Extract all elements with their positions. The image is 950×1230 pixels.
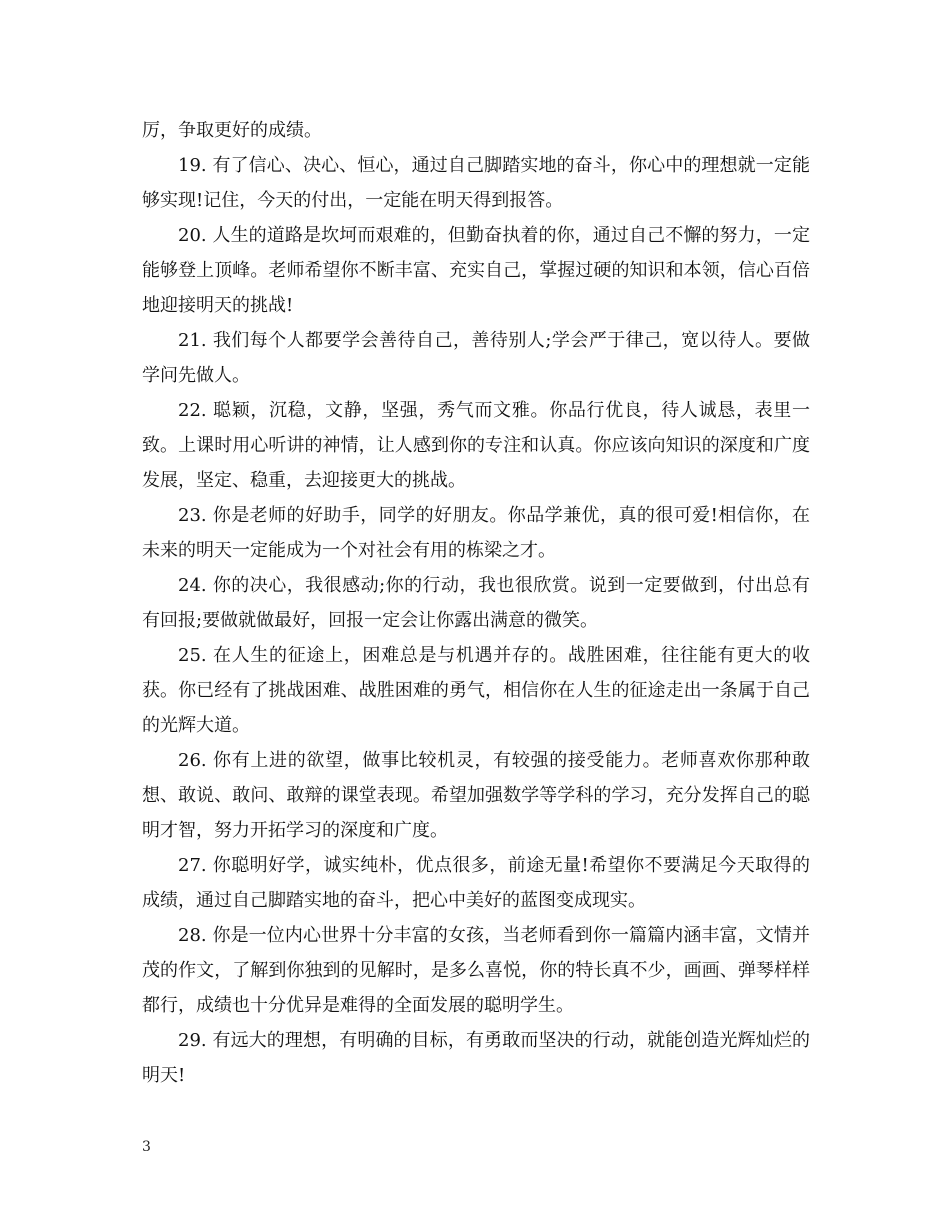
paragraph-25: 25. 在人生的征途上，困难总是与机遇并存的。战胜困难，往往能有更大的收获。你已经有了挑战困难、战胜困难的勇气，相信你在人生的征途走出一条属于自己的光辉大道。 [142, 645, 810, 736]
paragraph-28: 28. 你是一位内心世界十分丰富的女孩，当老师看到你一篇篇内涵丰富，文情并茂的作文，了解到你独到的见解时，是多么喜悦，你的特长真不少，画画、弹琴样样都行，成绩也十分优异是难得的全面发展的聪明学生。 [142, 925, 810, 1016]
paragraph-29: 29. 有远大的理想，有明确的目标，有勇敢而坚决的行动，就能创造光辉灿烂的明天! [142, 1030, 810, 1086]
paragraph-19: 19. 有了信心、决心、恒心，通过自己脚踏实地的奋斗，你心中的理想就一定能够实现!记住，今天的付出，一定能在明天得到报答。 [142, 155, 810, 211]
paragraph-24: 24. 你的决心，我很感动;你的行动，我也很欣赏。说到一定要做到，付出总有有回报;要做就做最好，回报一定会让你露出满意的微笑。 [142, 575, 810, 631]
paragraph-27: 27. 你聪明好学，诚实纯朴，优点很多，前途无量!希望你不要满足今天取得的成绩，通过自己脚踏实地的奋斗，把心中美好的蓝图变成现实。 [142, 855, 810, 911]
document-body [142, 113, 810, 1093]
paragraph-22: 22. 聪颖，沉稳，文静，坚强，秀气而文雅。你品行优良，待人诚恳，表里一致。上课时用心听讲的神情，让人感到你的专注和认真。你应该向知识的深度和广度发展，坚定、稳重，去迎接更大的挑战。 [142, 400, 810, 491]
paragraph-21: 21. 我们每个人都要学会善待自己，善待别人;学会严于律己，宽以待人。要做学问先做人。 [142, 330, 810, 386]
paragraph-20: 20. 人生的道路是坎坷而艰难的，但勤奋执着的你，通过自己不懈的努力，一定能够登上顶峰。老师希望你不断丰富、充实自己，掌握过硬的知识和本领，信心百倍地迎接明天的挑战! [142, 225, 810, 316]
page-number: 3 [142, 1139, 151, 1155]
paragraph-23: 23. 你是老师的好助手，同学的好朋友。你品学兼优，真的很可爱!相信你，在未来的明天一定能成为一个对社会有用的栋梁之才。 [142, 505, 810, 561]
paragraph-continuation: 厉，争取更好的成绩。 [142, 120, 322, 141]
paragraph-26: 26. 你有上进的欲望，做事比较机灵，有较强的接受能力。老师喜欢你那种敢想、敢说、敢问、敢辩的课堂表现。希望加强数学等学科的学习，充分发挥自己的聪明才智，努力开拓学习的深度和广度。 [142, 750, 810, 841]
